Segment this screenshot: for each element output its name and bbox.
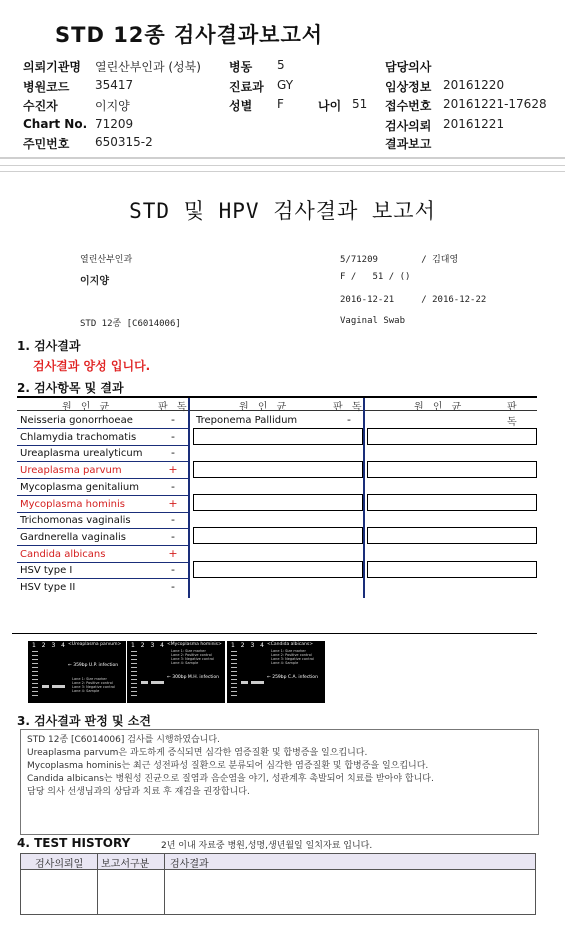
row-rule: [17, 478, 188, 479]
organism-judgement: +: [168, 546, 178, 560]
organism-judgement: -: [171, 563, 175, 577]
row-rule: [17, 428, 188, 429]
receipt-value: 20161221-17628: [443, 97, 547, 111]
gel-legend: Lane 1: Size marker Lane 2: Positive control Lane 3: Negative control Lane 4: Sample: [72, 677, 116, 693]
history-col-date: 검사의뢰일: [35, 859, 84, 870]
report-label: 결과보고: [385, 137, 432, 151]
header-separator: [0, 157, 565, 159]
empty-result-box: [367, 428, 537, 445]
history-table: [20, 853, 536, 915]
empty-result-box: [367, 561, 537, 578]
col-organism-1: 원 인 균: [62, 402, 113, 413]
report-title: STD 12종 검사결과보고서: [55, 23, 324, 47]
col-judgement-3: 판 독: [507, 402, 520, 428]
gel-ladder-lane: [32, 651, 38, 697]
empty-result-box: [367, 494, 537, 511]
comment-line: Mycoplasma hominis는 최근 성전파성 질환으로 분류되어 심각한 염증질환 및 합병증을 일으킵니다.: [27, 761, 429, 771]
institution-label: 의뢰기관명: [23, 60, 81, 74]
gel-lane-numbers: 1 2 3 4: [131, 642, 166, 649]
organism-name: HSV type II: [20, 582, 76, 593]
gel-legend: Lane 1: Size marker Lane 2: Positive control Lane 3: Negative control Lane 4: Sample: [171, 649, 215, 665]
organism-judgement: -: [171, 513, 175, 527]
col-judgement-2: 판 독: [333, 402, 365, 413]
comment-box: [20, 729, 539, 835]
history-divider-2: [164, 854, 165, 914]
section3-title: 3. 검사결과 판정 및 소견: [17, 714, 151, 728]
organism-judgement: -: [171, 479, 175, 493]
receipt-label: 접수번호: [385, 99, 432, 113]
column-divider-2: [363, 398, 365, 598]
empty-result-box: [367, 461, 537, 478]
organism-judgement: -: [171, 413, 175, 426]
row-rule: [17, 512, 188, 513]
row-rule: [17, 545, 188, 546]
patient-label: 수진자: [23, 99, 58, 113]
gel-image: [127, 641, 225, 703]
empty-result-box: [193, 527, 363, 544]
organism-judgement: +: [168, 496, 178, 510]
gel-band-label: ← 300bp M.H. infection: [167, 675, 219, 680]
clinical-label: 임상정보: [385, 80, 432, 94]
row-rule: [17, 445, 188, 446]
gel-band-label: ← 259bp C.A. infection: [267, 675, 318, 680]
history-col-type: 보고서구분: [101, 859, 150, 870]
column-divider-1: [188, 398, 190, 598]
header-separator-3: [0, 171, 565, 172]
result-summary: 검사결과 양성 입니다.: [33, 359, 151, 373]
request-value: 20161221: [443, 117, 505, 131]
chart-label: Chart No.: [23, 117, 88, 131]
gel-top-rule: [12, 633, 537, 634]
request-label: 검사의뢰: [385, 119, 432, 133]
comment-line: 담당 의사 선생님과의 상담과 치료 후 재검을 권장합니다.: [27, 787, 250, 797]
rrn-value: 650315-2: [95, 135, 153, 149]
organism-name: Gardnerella vaginalis: [20, 531, 126, 543]
gel-image: [227, 641, 325, 703]
organism-name: Trichomonas vaginalis: [20, 515, 131, 527]
row-rule: [17, 528, 188, 529]
gel-title: <Mycoplasma hominis>: [167, 642, 222, 647]
history-header: [21, 854, 535, 870]
organism-treponema: Treponema Pallidum: [196, 415, 298, 426]
organism-name: Neisseria gonorrhoeae: [20, 415, 133, 426]
empty-result-box: [193, 561, 363, 578]
age-label: 나이: [318, 99, 342, 113]
organism-judgement: -: [171, 446, 175, 460]
gel-band-label: ← 359bp U.P. infection: [68, 663, 119, 668]
organism-judgement: +: [168, 463, 178, 477]
organism-judgement: -: [171, 429, 175, 443]
dept-label: 진료과: [229, 80, 264, 94]
organism-judgement: -: [171, 580, 175, 593]
gel-band: [58, 685, 65, 688]
gel-legend: Lane 1: Size marker Lane 2: Positive control Lane 3: Negative control Lane 4: Sample: [271, 649, 315, 665]
dept-value: GY: [277, 78, 294, 92]
organism-judgement: -: [171, 529, 175, 543]
sex-value: F: [277, 97, 284, 111]
specimen: Vaginal Swab: [340, 316, 406, 326]
organism-name: Candida albicans: [20, 548, 106, 560]
patient-name: 이지양: [80, 276, 109, 287]
gel-ladder-lane: [231, 651, 237, 697]
organism-name: HSV type I: [20, 565, 73, 577]
history-note: 2년 이내 자료중 병원,성명,생년월일 일치자료 입니다.: [161, 841, 373, 851]
test-dates: 2016-12-21 / 2016-12-22: [340, 295, 487, 305]
empty-result-box: [367, 527, 537, 544]
empty-result-box: [193, 461, 363, 478]
gel-band: [42, 685, 49, 688]
comment-line: STD 12종 [C6014006] 검사를 시행하였습니다.: [27, 735, 220, 745]
empty-result-box: [193, 494, 363, 511]
gel-band: [141, 681, 148, 684]
institution-value: 열린산부인과 (성북): [95, 60, 201, 74]
section4-title: 4. TEST HISTORY: [17, 836, 131, 850]
gel-image: [28, 641, 126, 703]
organism-name: Mycoplasma hominis: [20, 498, 125, 510]
chart-value: 71209: [95, 117, 134, 131]
row-rule: [17, 578, 188, 579]
gel-title: <Ureaplasma parvum>: [68, 642, 122, 647]
document-title: STD 및 HPV 검사결과 보고서: [129, 199, 436, 223]
empty-result-box: [193, 428, 363, 445]
organism-name: Ureaplasma urealyticum: [20, 448, 143, 460]
gel-lane-numbers: 1 2 3 4: [32, 642, 67, 649]
hospital-code-label: 병원코드: [23, 80, 70, 94]
test-name: STD 12종 [C6014006]: [80, 319, 181, 329]
history-divider-1: [97, 854, 98, 914]
ward-value: 5: [277, 58, 285, 72]
chart-doctor: 5/71209 / 김대영: [340, 255, 459, 265]
sex-age: F / 51 / (): [340, 272, 411, 282]
section1-title: 1. 검사결과: [17, 339, 81, 353]
organism-name: Mycoplasma genitalium: [20, 481, 139, 493]
patient-value: 이지양: [95, 99, 130, 113]
history-col-result: 검사결과: [170, 859, 209, 870]
rrn-label: 주민번호: [23, 137, 70, 151]
row-rule: [17, 495, 188, 496]
comment-line: Candida albicans는 병원성 진균으로 질염과 음순염을 야기, 성관계후 촉발되어 치료를 받아야 합니다.: [27, 774, 434, 784]
age-value: 51: [352, 97, 368, 111]
col-organism-3: 원 인 균: [414, 402, 465, 413]
gel-band: [257, 681, 264, 684]
doctor-label: 담당의사: [385, 60, 432, 74]
comment-lines: [21, 730, 538, 799]
hospital-code-value: 35417: [95, 78, 134, 92]
gel-band: [157, 681, 164, 684]
judgement-treponema: -: [347, 413, 351, 426]
organism-name: Ureaplasma parvum: [20, 465, 122, 477]
row-rule: [17, 562, 188, 563]
ward-label: 병동: [229, 60, 253, 74]
comment-line: Ureaplasma parvum은 과도하게 증식되면 심각한 염증질환 및 합병증을 일으킵니다.: [27, 748, 368, 758]
gel-title: <Candida albicans>: [267, 642, 313, 647]
clinic-name: 열린산부인과: [80, 255, 133, 265]
col-organism-2: 원 인 균: [239, 402, 290, 413]
organism-name: Chlamydia trachomatis: [20, 431, 137, 443]
col-judgement-1: 판 독: [158, 402, 190, 413]
row-rule: [17, 461, 188, 462]
gel-ladder-lane: [131, 651, 137, 697]
gel-band: [241, 681, 248, 684]
gel-lane-numbers: 1 2 3 4: [231, 642, 266, 649]
clinical-value: 20161220: [443, 78, 505, 92]
sex-label: 성별: [229, 99, 253, 113]
header-separator-2: [0, 165, 565, 166]
section2-title: 2. 검사항목 및 결과: [17, 381, 124, 395]
